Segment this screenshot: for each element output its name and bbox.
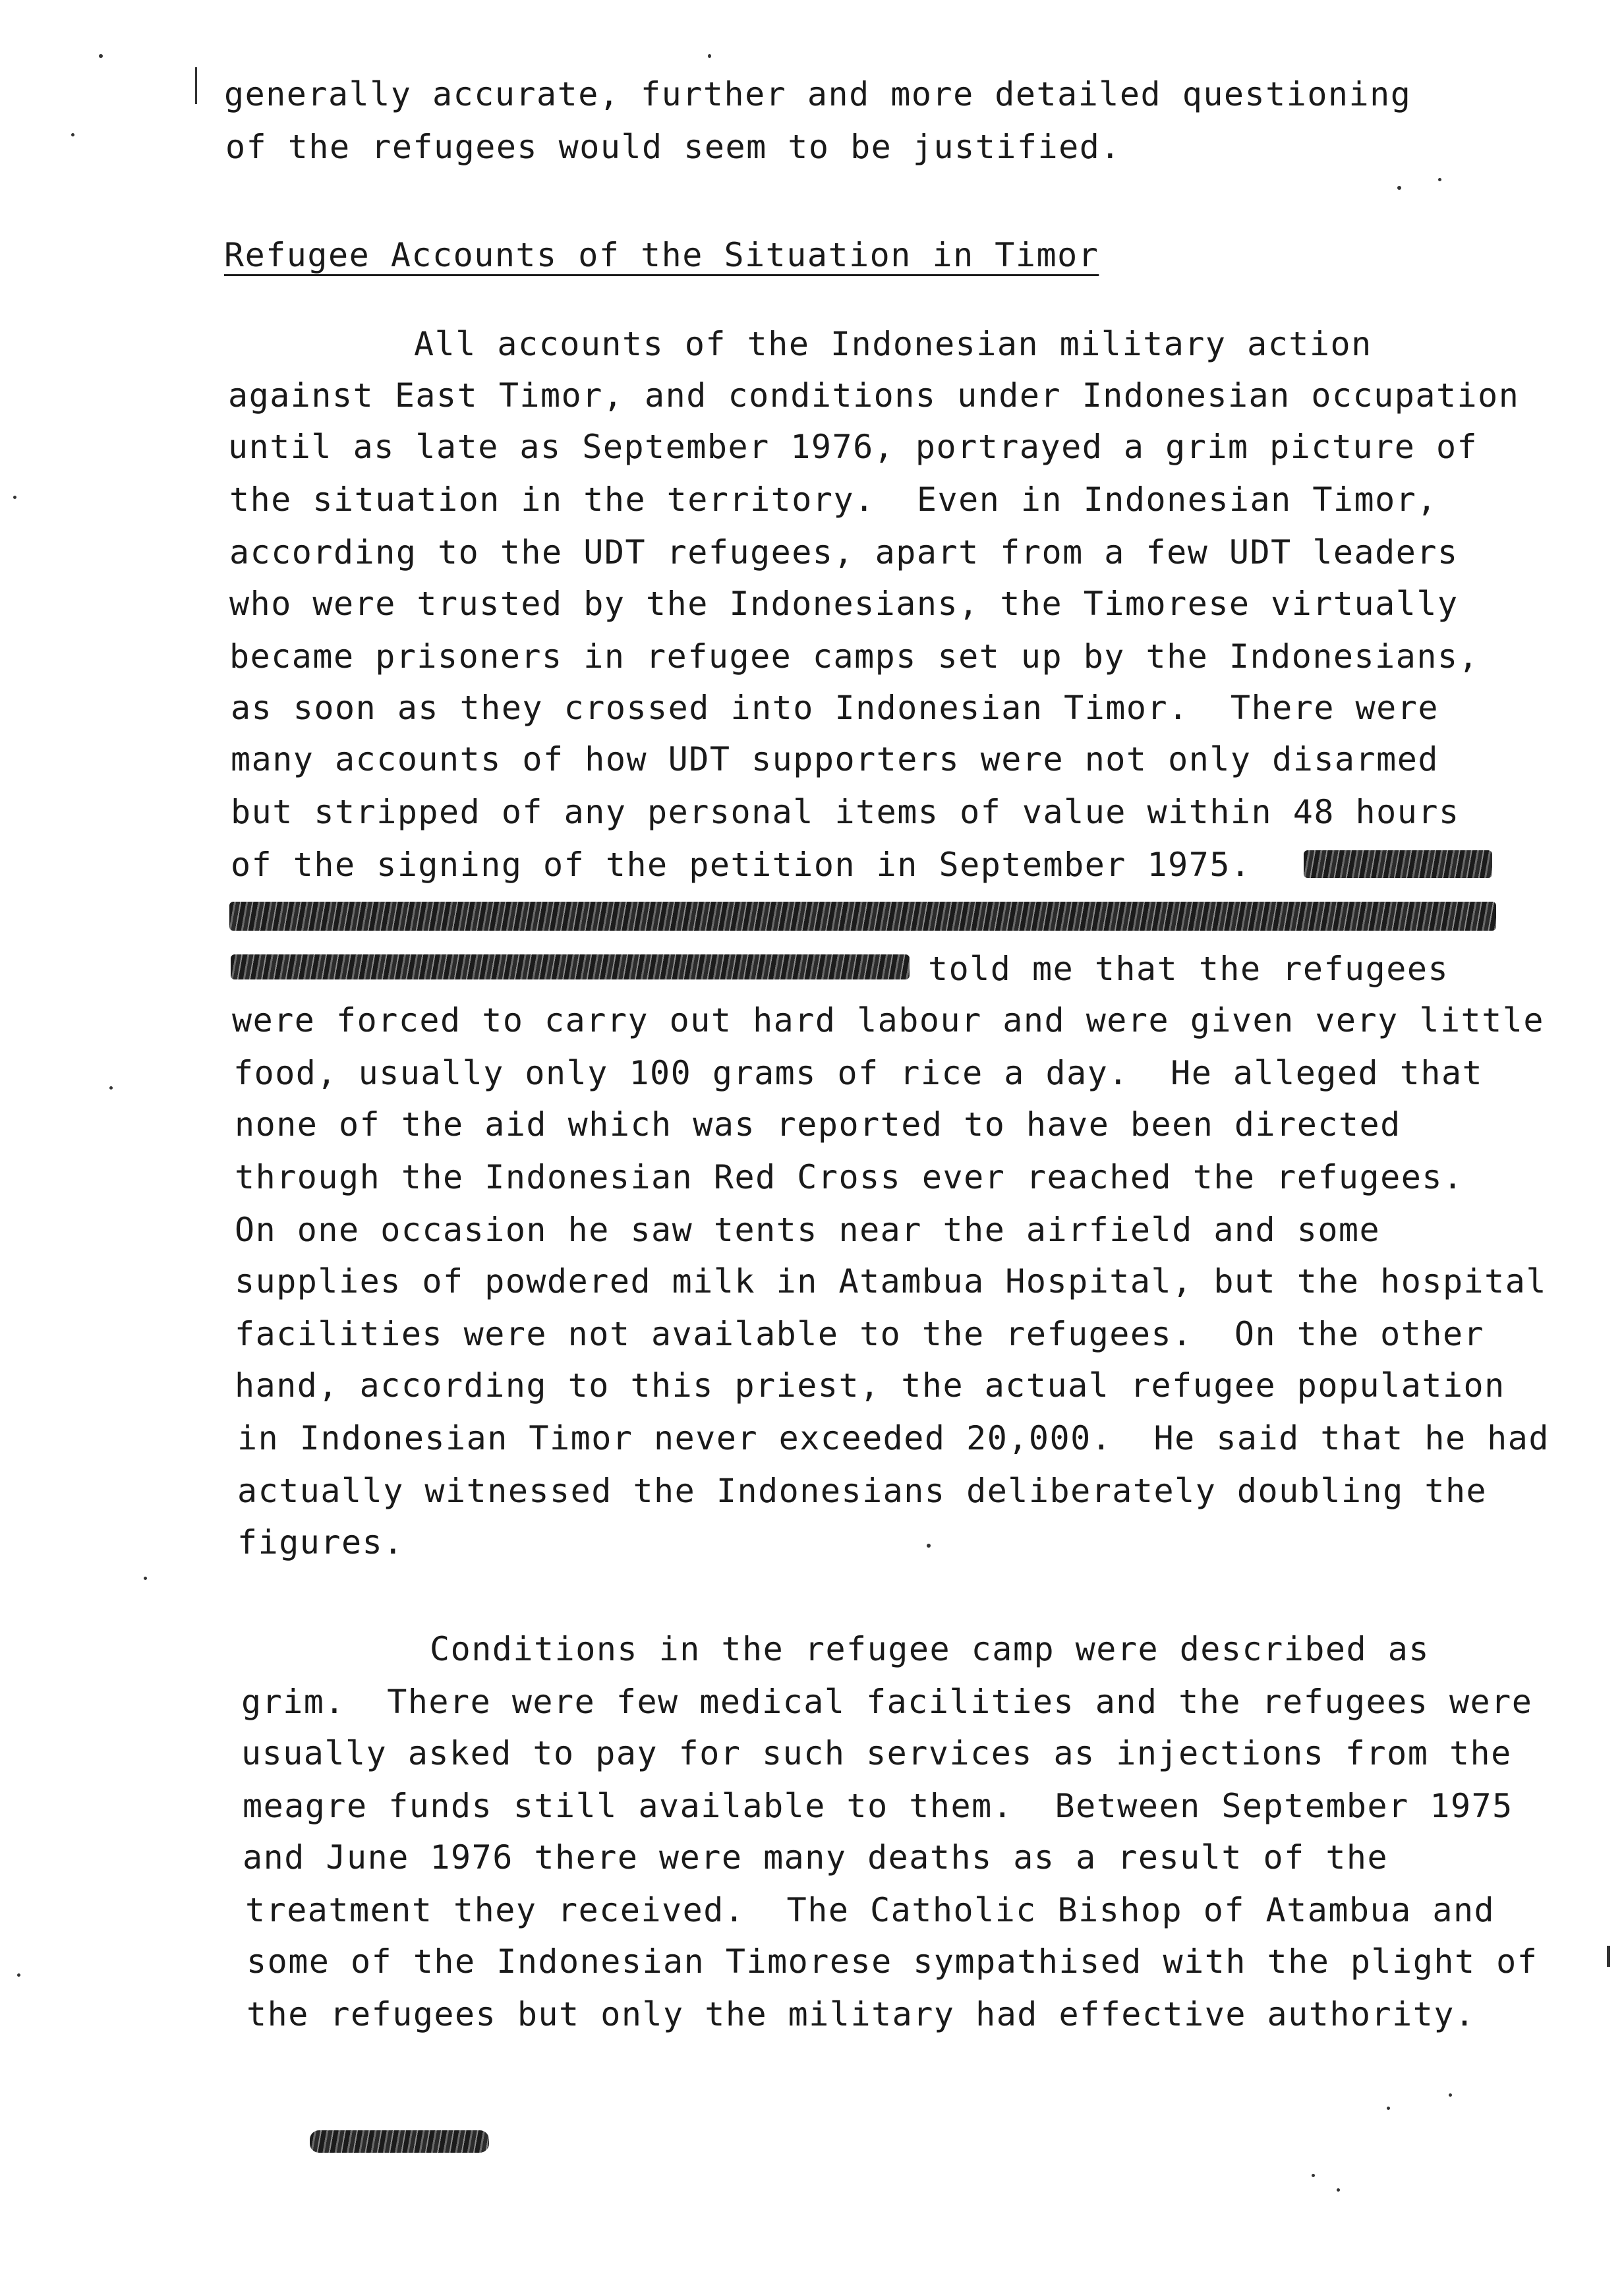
paragraph-line: who were trusted by the Indonesians, the Timorese virtually: [229, 585, 1459, 623]
scan-artifact: [1449, 2093, 1452, 2097]
paragraph-line: according to the UDT refugees, apart from a few UDT leaders: [229, 533, 1459, 571]
paragraph-line: the refugees but only the military had effective authority.: [246, 1995, 1476, 2033]
paragraph-line: the situation in the territory. Even in Indonesian Timor,: [229, 481, 1437, 519]
paragraph-line: grim. There were few medical facilities and the refugees were: [241, 1683, 1533, 1721]
illegible-mark: [310, 2130, 489, 2153]
paragraph-line: told me that the refugees: [928, 950, 1449, 988]
scan-artifact: [99, 54, 103, 58]
paragraph-line: Conditions in the refugee camp were described as: [430, 1630, 1430, 1668]
scan-artifact: [144, 1577, 147, 1580]
scan-artifact: [927, 1544, 931, 1548]
paragraph-line: hand, according to this priest, the actual refugee population: [235, 1366, 1505, 1405]
scan-artifact: [1337, 2188, 1340, 2192]
section-heading: Refugee Accounts of the Situation in Timor: [224, 236, 1099, 274]
scan-artifact: [195, 67, 197, 104]
scan-artifact: [1607, 1946, 1610, 1967]
paragraph-line: none of the aid which was reported to have been directed: [235, 1105, 1401, 1144]
paragraph-line: meagre funds still available to them. Between September 1975: [243, 1787, 1513, 1825]
paragraph-line: were forced to carry out hard labour and were given very little: [232, 1001, 1544, 1039]
paragraph-line: food, usually only 100 grams of rice a day. He alleged that: [233, 1054, 1484, 1092]
scan-artifact: [17, 1973, 20, 1977]
intro-line: generally accurate, further and more detailed questioning: [224, 75, 1412, 113]
paragraph-line: but stripped of any personal items of value within 48 hours: [231, 793, 1460, 831]
paragraph-line: some of the Indonesian Timorese sympathised with the plight of: [246, 1942, 1538, 1981]
paragraph-line: facilities were not available to the refugees. On the other: [235, 1315, 1485, 1353]
scan-artifact: [71, 133, 74, 136]
paragraph-line: as soon as they crossed into Indonesian Timor. There were: [231, 689, 1439, 727]
scan-artifact: [708, 54, 711, 58]
paragraph-line: in Indonesian Timor never exceeded 20,000. He said that he had: [237, 1419, 1550, 1457]
scan-artifact: [1312, 2174, 1315, 2177]
paragraph-line: figures.: [237, 1523, 404, 1561]
redaction-block: [229, 902, 1496, 931]
scan-artifact: [1397, 186, 1401, 190]
paragraph-line: All accounts of the Indonesian military action: [414, 325, 1372, 363]
paragraph-line: through the Indonesian Red Cross ever reached the refugees.: [235, 1158, 1464, 1196]
paragraph-line: many accounts of how UDT supporters were not only disarmed: [231, 740, 1439, 778]
redaction-block: [1304, 850, 1492, 878]
paragraph-line: treatment they received. The Catholic Bishop of Atambua and: [245, 1891, 1495, 1929]
scan-artifact: [1438, 178, 1441, 181]
paragraph-line: became prisoners in refugee camps set up by the Indonesians,: [229, 637, 1480, 676]
paragraph-line: of the signing of the petition in September 1975.: [231, 846, 1252, 884]
scan-artifact: [13, 496, 16, 499]
paragraph-line: supplies of powdered milk in Atambua Hospital, but the hospital: [235, 1262, 1547, 1300]
scan-artifact: [109, 1086, 113, 1090]
paragraph-line: usually asked to pay for such services as injections from the: [241, 1734, 1512, 1772]
paragraph-line: and June 1976 there were many deaths as a result of the: [243, 1838, 1389, 1877]
intro-line: of the refugees would seem to be justified.: [225, 128, 1121, 166]
paragraph-line: actually witnessed the Indonesians deliberately doubling the: [237, 1472, 1488, 1510]
paragraph-line: On one occasion he saw tents near the airfield and some: [235, 1211, 1381, 1249]
paragraph-line: until as late as September 1976, portrayed a grim picture of: [228, 428, 1478, 466]
paragraph-line: against East Timor, and conditions under Indonesian occupation: [228, 376, 1520, 415]
scan-artifact: [1387, 2107, 1390, 2110]
redaction-block: [231, 954, 910, 979]
